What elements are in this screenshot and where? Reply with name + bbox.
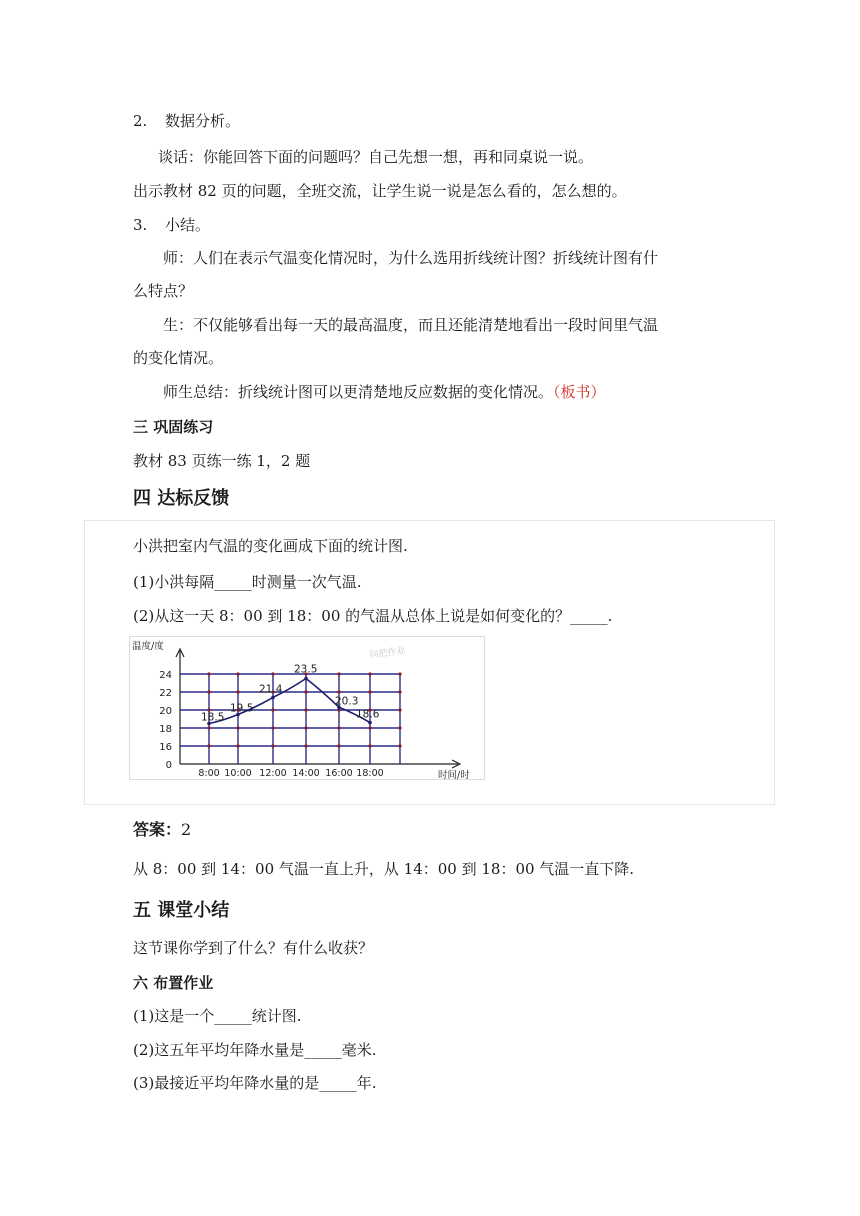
grid-dot xyxy=(207,672,210,675)
teacher-question-line-2: 么特点？ xyxy=(133,282,194,300)
grid-dot xyxy=(304,744,307,747)
student-answer-line-2: 的变化情况。 xyxy=(133,349,224,367)
section-6-heading: 六 布置作业 xyxy=(133,974,214,992)
data-point xyxy=(271,696,275,700)
answer-label: 答案： xyxy=(133,820,182,839)
y-tick-label: 16 xyxy=(159,742,172,753)
grid-dot xyxy=(337,672,340,675)
grid-dot xyxy=(236,690,239,693)
data-point xyxy=(304,677,308,681)
grid-dot xyxy=(236,726,239,729)
x-tick-label: 16:00 xyxy=(325,768,353,779)
summary-text: 师生总结：折线统计图可以更清楚地反应数据的变化情况。 xyxy=(163,383,554,401)
y-tick-label: 18 xyxy=(159,724,172,735)
data-label: 20.3 xyxy=(335,695,359,708)
section-3-heading: 三 巩固练习 xyxy=(133,418,214,436)
answer-line xyxy=(133,820,191,840)
section-3-text: 教材 83 页练一练 1，2 题 xyxy=(133,452,311,470)
y-tick-label: 24 xyxy=(159,670,172,681)
data-label: 19.5 xyxy=(230,702,254,715)
grid-dot xyxy=(271,672,274,675)
grid-dot xyxy=(398,690,401,693)
talk-paragraph: 谈话：你能回答下面的问题吗？自己先想一想，再和同桌说一说。 xyxy=(158,148,594,166)
temperature-line-chart xyxy=(129,636,485,780)
grid-dot xyxy=(398,726,401,729)
teacher-question-line-1: 师：人们在表示气温变化情况时，为什么选用折线统计图？折线统计图有什 xyxy=(163,249,659,267)
chart-svg xyxy=(130,637,484,779)
summary-paragraph xyxy=(163,382,606,402)
step-3-title: 小结。 xyxy=(165,216,211,234)
exercise-question-1: (1)小洪每隔_____时测量一次气温. xyxy=(133,573,362,591)
grid-dot xyxy=(271,744,274,747)
section-4-heading: 四 达标反馈 xyxy=(133,488,230,509)
grid-dot xyxy=(398,708,401,711)
step-2-number: 2. xyxy=(133,112,148,130)
section-5-text: 这节课你学到了什么？有什么收获？ xyxy=(133,939,374,957)
y-axis-label: 温度/度 xyxy=(132,641,164,652)
x-tick-label: 8:00 xyxy=(198,768,220,779)
data-label: 18.5 xyxy=(201,711,225,724)
student-answer-line-1: 生：不仅能够看出每一天的最高温度，而且还能清楚地看出一段时间里气温 xyxy=(163,316,659,334)
grid-dot xyxy=(368,690,371,693)
homework-question-2: (2)这五年平均年降水量是_____毫米. xyxy=(133,1041,377,1059)
grid-dot xyxy=(368,744,371,747)
y-tick-label: 20 xyxy=(159,706,172,717)
grid-dot xyxy=(304,726,307,729)
board-note: （板书） xyxy=(553,383,606,401)
grid-dot xyxy=(398,744,401,747)
watermark-text: 问把作业 xyxy=(369,646,407,661)
grid-dot xyxy=(337,744,340,747)
show-paragraph: 出示教材 82 页的问题，全班交流，让学生说一说是怎么看的，怎么想的。 xyxy=(133,182,627,200)
x-tick-label: 18:00 xyxy=(356,768,384,779)
grid-dot xyxy=(304,690,307,693)
grid-dot xyxy=(398,672,401,675)
answer-value: 2 xyxy=(181,820,192,839)
grid-dot xyxy=(207,690,210,693)
grid-dot xyxy=(207,726,210,729)
grid-dot xyxy=(236,672,239,675)
grid-dot xyxy=(368,726,371,729)
grid-dot xyxy=(271,726,274,729)
grid-dot xyxy=(337,726,340,729)
grid-dot xyxy=(368,672,371,675)
x-axis-label: 时间/时 xyxy=(438,770,470,779)
grid-dot xyxy=(207,744,210,747)
homework-question-1: (1)这是一个_____统计图. xyxy=(133,1007,302,1025)
grid-dot xyxy=(271,708,274,711)
exercise-intro: 小洪把室内气温的变化画成下面的统计图. xyxy=(133,537,408,555)
x-tick-label: 14:00 xyxy=(292,768,320,779)
data-label: 21.4 xyxy=(259,683,283,696)
section-5-heading: 五 课堂小结 xyxy=(133,900,230,921)
y-tick-label: 22 xyxy=(159,688,172,699)
x-tick-label: 12:00 xyxy=(259,768,287,779)
data-label: 18.6 xyxy=(356,708,380,721)
homework-question-3: (3)最接近平均年降水量的是_____年. xyxy=(133,1074,377,1092)
answer-explanation: 从 8：00 到 14：00 气温一直上升，从 14：00 到 18：00 气温一直下降. xyxy=(133,860,635,878)
y-tick-label: 0 xyxy=(165,760,172,771)
step-3-number: 3. xyxy=(133,216,148,234)
grid-dot xyxy=(236,744,239,747)
step-2-title: 数据分析。 xyxy=(165,112,241,130)
grid-dot xyxy=(337,690,340,693)
data-label: 23.5 xyxy=(294,663,318,676)
x-tick-label: 10:00 xyxy=(224,768,252,779)
exercise-question-2: (2)从这一天 8：00 到 18：00 的气温从总体上说是如何变化的？_____. xyxy=(133,607,613,625)
grid-dot xyxy=(304,708,307,711)
data-point xyxy=(368,721,372,725)
